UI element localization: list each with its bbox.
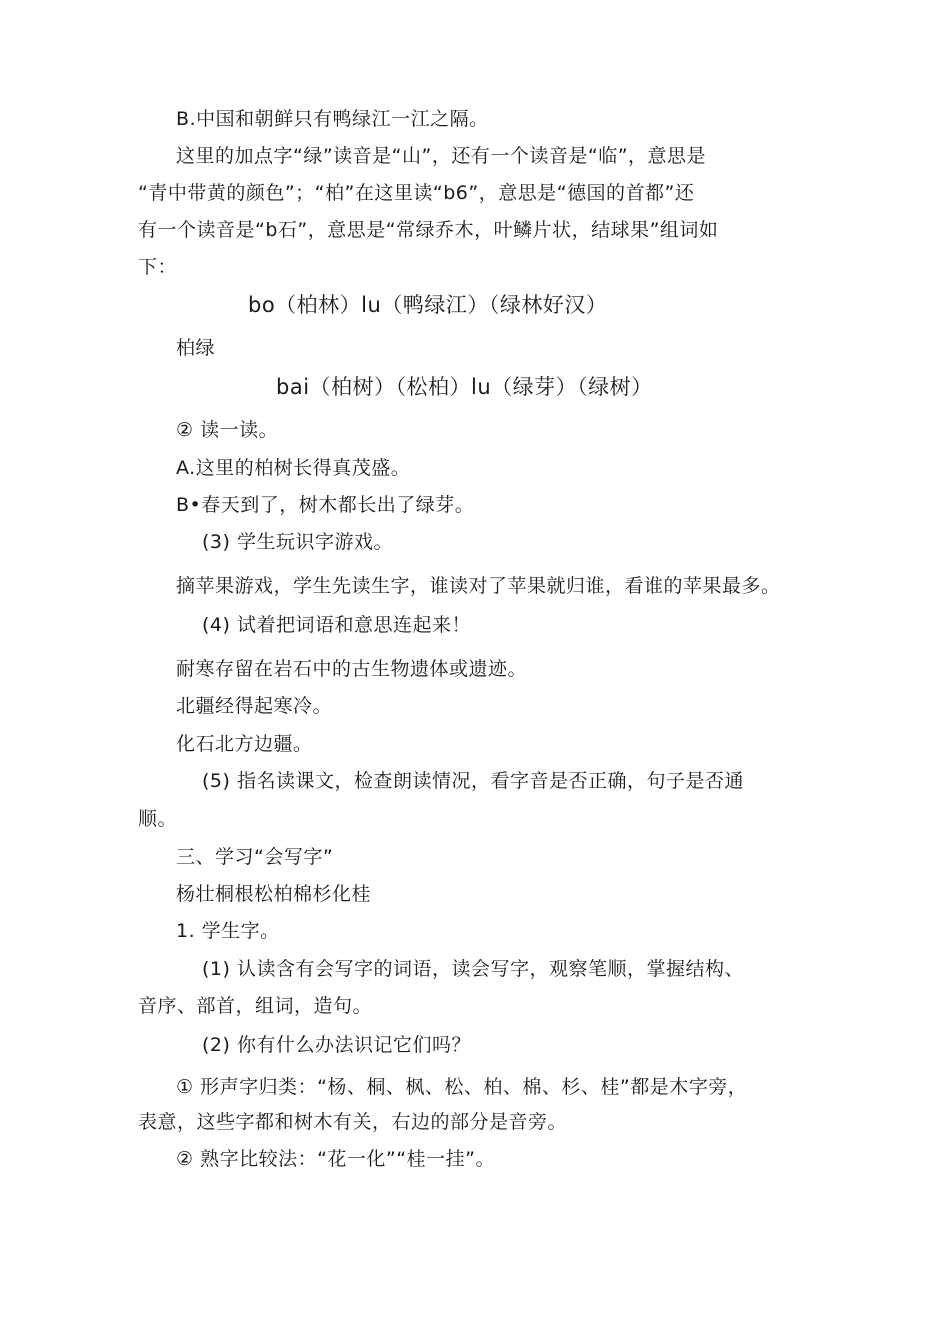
text-line-20: 三、学习“会写字” bbox=[176, 846, 334, 868]
text-line-28: ② 熟字比较法：“花一化”“桂一挂”。 bbox=[176, 1148, 495, 1170]
text-line-22: 1. 学生字。 bbox=[176, 920, 280, 942]
text-line-16: 北疆经得起寒冷。 bbox=[176, 695, 333, 717]
text-line-19: 顺。 bbox=[138, 808, 178, 830]
text-line-18: (5) 指名读课文，检查朗读情况，看字音是否正确，句子是否通 bbox=[202, 770, 744, 792]
text-line-9: ② 读一读。 bbox=[176, 419, 279, 441]
text-line-8: bai（柏树）（松柏）lu（绿芽）（绿树） bbox=[276, 375, 653, 399]
text-line-12: (3) 学生玩识字游戏。 bbox=[202, 531, 393, 553]
text-line-11: B•春天到了，树木都长出了绿芽。 bbox=[176, 494, 475, 516]
text-line-21: 杨壮桐根松柏棉杉化桂 bbox=[176, 883, 372, 905]
text-line-2: 这里的加点字“绿”读音是“山”，还有一个读音是“临”，意思是 bbox=[176, 145, 707, 167]
text-line-7: 柏绿 bbox=[176, 337, 216, 359]
text-line-6: bo（柏林）lu（鸭绿江）（绿林好汉） bbox=[248, 293, 608, 317]
text-line-13: 摘苹果游戏，学生先读生字，谁读对了苹果就归谁，看谁的苹果最多。 bbox=[176, 575, 781, 597]
text-line-25: (2) 你有什么办法识记它们吗？ bbox=[202, 1034, 471, 1056]
text-line-1: B.中国和朝鲜只有鸭绿江一江之隔。 bbox=[176, 108, 489, 130]
text-line-14: (4) 试着把词语和意思连起来！ bbox=[202, 614, 471, 636]
text-line-3: “青中带黄的颜色”；“柏”在这里读“b6”，意思是“德国的首都”还 bbox=[138, 182, 695, 204]
text-line-15: 耐寒存留在岩石中的古生物遗体或遗迹。 bbox=[176, 658, 528, 680]
text-line-27: 表意，这些字都和树木有关，右边的部分是音旁。 bbox=[138, 1111, 568, 1133]
text-line-5: 下： bbox=[138, 256, 178, 278]
text-line-23: (1) 认读含有会写字的词语，读会写字，观察笔顺，掌握结构、 bbox=[202, 958, 744, 980]
text-line-4: 有一个读音是“b石”，意思是“常绿乔木，叶鳞片状，结球果”组词如 bbox=[138, 219, 719, 241]
text-line-26: ① 形声字归类：“杨、桐、枫、松、柏、棉、杉、桂”都是木字旁， bbox=[176, 1076, 748, 1098]
text-line-24: 音序、部首，组词，造句。 bbox=[138, 995, 373, 1017]
text-line-10: A.这里的柏树长得真茂盛。 bbox=[176, 457, 411, 479]
text-line-17: 化石北方边疆。 bbox=[176, 733, 313, 755]
